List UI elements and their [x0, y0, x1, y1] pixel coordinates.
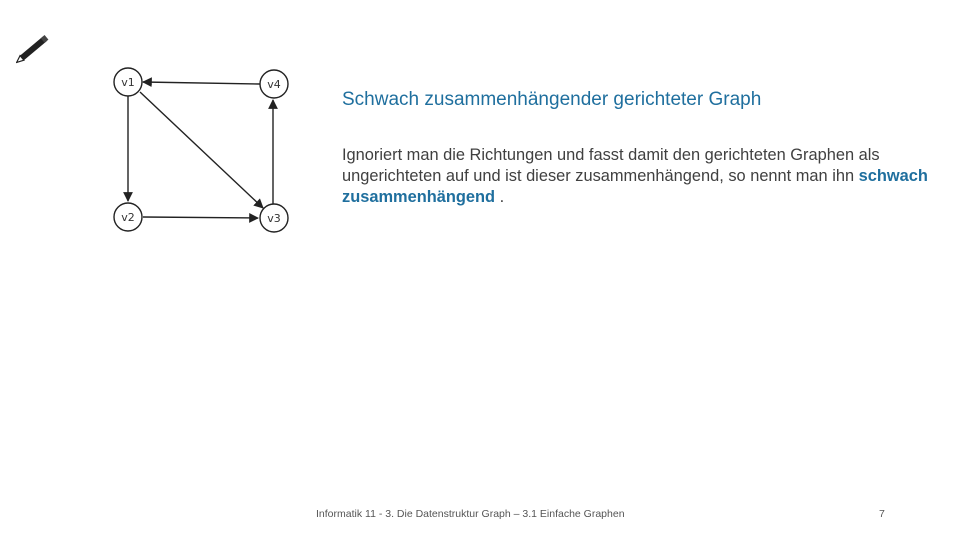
svg-text:v4: v4 — [267, 78, 281, 91]
edge-v2-v3 — [143, 217, 258, 218]
edge-v1-v3 — [140, 92, 263, 208]
svg-text:v1: v1 — [121, 76, 135, 89]
slide-title: Schwach zusammenhängender gerichteter Graph — [342, 89, 762, 110]
pencil-icon — [16, 28, 54, 66]
body-text-end: . — [495, 188, 505, 206]
svg-text:v3: v3 — [267, 212, 281, 225]
node-v2 — [114, 203, 142, 231]
node-v1 — [114, 68, 142, 96]
edge-v4-v1 — [143, 82, 260, 84]
node-v4 — [260, 70, 288, 98]
svg-text:v2: v2 — [121, 211, 135, 224]
slide-footer: Informatik 11 - 3. Die Datenstruktur Graph – 3.1 Einfache Graphen — [316, 508, 625, 520]
node-v3 — [260, 204, 288, 232]
directed-graph — [100, 60, 300, 240]
slide-body — [342, 145, 942, 208]
highlight-term: schwach zusammenhängend — [342, 167, 928, 206]
body-text: Ignoriert man die Richtungen und fasst damit den gerichteten Graphen als ungerichteten auf und ist dieser zusammenhängend, so nennt man ihn — [342, 146, 880, 185]
page-number: 7 — [879, 508, 885, 520]
